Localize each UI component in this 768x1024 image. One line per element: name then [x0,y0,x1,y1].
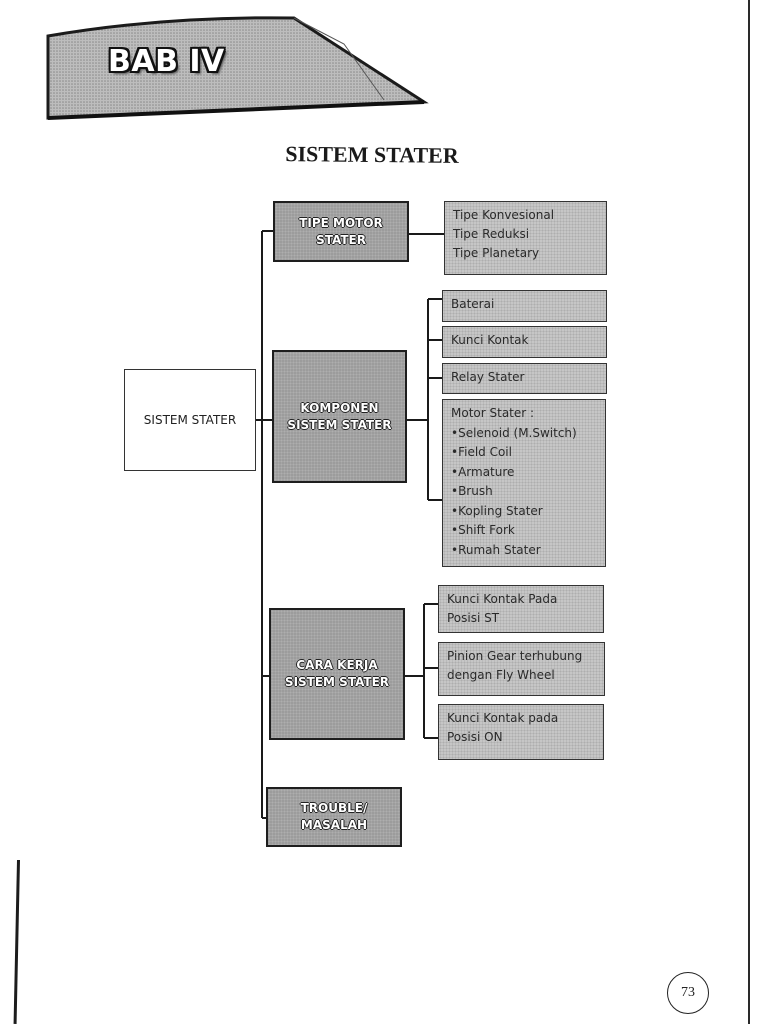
motor-stater-part: • Brush [451,482,597,502]
motor-stater-part: • Armature [451,463,597,483]
cara-kerja-step-2: Pinion Gear terhubung dengan Fly Wheel [438,642,605,696]
motor-stater-part: • Kopling Stater [451,502,597,522]
root-box: SISTEM STATER [124,369,256,471]
komponen-motor-stater [442,399,606,567]
tipe-motor-details [444,201,607,275]
cara-kerja-step-1: Kunci Kontak Pada Posisi ST [438,585,604,633]
category-label: KOMPONEN SISTEM STATER [287,400,392,432]
cara-kerja-step-3: Kunci Kontak pada Posisi ON [438,704,604,760]
category-trouble [266,787,402,847]
motor-stater-part: • Selenoid (M.Switch) [451,424,597,444]
komponen-baterai: Baterai [442,290,607,322]
tipe-item: Tipe Planetary [453,246,540,260]
komponen-kunci-kontak: Kunci Kontak [442,326,607,358]
page-title: SISTEM STATER [285,141,459,168]
category-cara-kerja [269,608,405,740]
motor-stater-part: • Field Coil [451,443,597,463]
category-tipe-motor [273,201,409,262]
tipe-item: Tipe Reduksi [453,227,530,241]
komponen-relay: Relay Stater [442,363,607,394]
motor-stater-heading: Motor Stater : [451,406,535,420]
motor-stater-part: • Rumah Stater [451,541,597,561]
motor-stater-part: • Shift Fork [451,521,597,541]
category-komponen [272,350,407,483]
category-label: CARA KERJA SISTEM STATER [284,658,390,689]
category-label: TIPE MOTOR STATER [299,215,383,247]
chapter-label: BAB IV [108,44,225,79]
category-label: TROUBLE/ MASALAH [300,801,368,832]
page-number: 73 [667,972,709,1014]
tipe-item: Tipe Konvesional [453,208,555,222]
